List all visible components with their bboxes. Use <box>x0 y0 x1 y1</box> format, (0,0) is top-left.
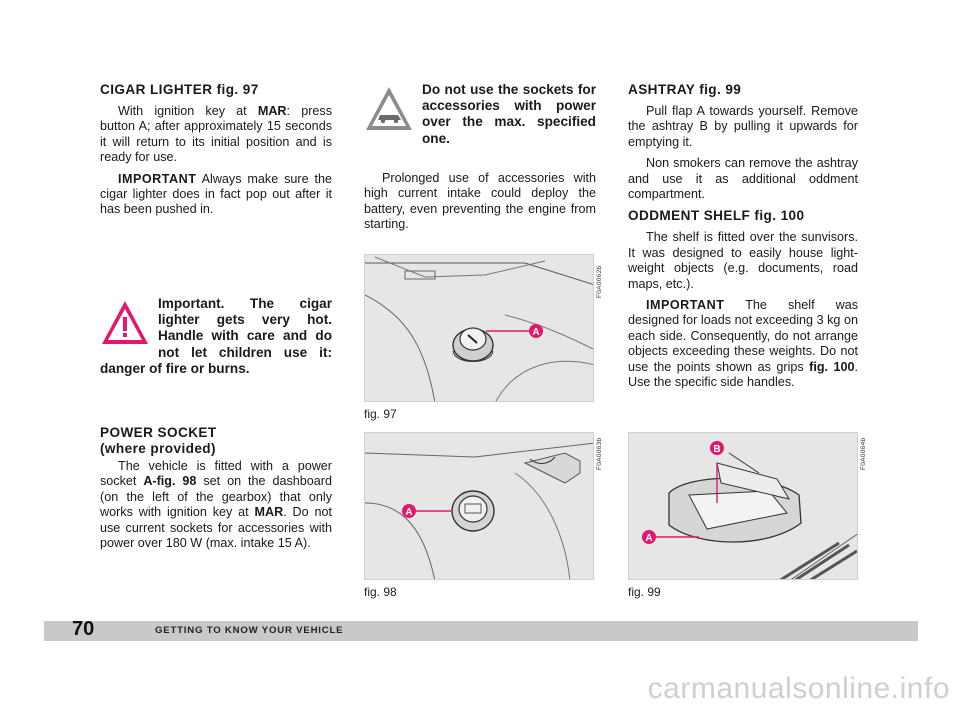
fig99-code: F0A0064b <box>860 437 867 470</box>
warning-triangle-icon <box>100 298 150 348</box>
fig97-caption: fig. 97 <box>364 407 397 421</box>
fig99-label-b: B <box>713 444 721 455</box>
page-number: 70 <box>72 618 95 640</box>
figure-97-image <box>364 254 594 402</box>
right-column <box>628 82 858 397</box>
figure-99-image <box>628 432 858 580</box>
fig98-caption: fig. 98 <box>364 585 397 599</box>
warning-vehicle-icon <box>364 84 414 134</box>
oddment-shelf-p2: IMPORTANT The shelf was designed for loads not exceeding 3 kg on each side. Consequently, do not arrange objects exceeding these weights. Do not use the points shown as grips fig. 100. Use the specific side handles. <box>628 298 858 390</box>
cigar-lighter-p1: With ignition key at MAR: press button A; after approximately 15 seconds it will return to its initial position and is ready for use. <box>100 104 332 165</box>
oddment-shelf-p1: The shelf is fitted over the sunvisors. It was designed to easily house light-weight objects (e.g. documents, road maps, etc.). <box>628 230 858 291</box>
watermark: carmanualsonline.info <box>647 672 950 705</box>
middle-column-text <box>364 171 596 239</box>
prolonged-use-p: Prolonged use of accessories with high current intake could deploy the battery, even preventing the engine from starting. <box>364 171 596 232</box>
left-column <box>100 82 332 224</box>
fig99-label-a: A <box>645 533 653 544</box>
ashtray-p2: Non smokers can remove the ashtray and use it as additional oddment compartment. <box>628 156 858 202</box>
cigar-lighter-p2: IMPORTANT Always make sure the cigar lighter does in fact pop out after it has been pushed in. <box>100 171 332 217</box>
figure-98-image <box>364 432 594 580</box>
fig97-label-a: A <box>532 327 540 338</box>
cigar-lighter-illustration <box>365 255 594 402</box>
ashtray-illustration <box>629 433 858 580</box>
cigar-lighter-title: CIGAR LIGHTER fig. 97 <box>100 82 259 97</box>
oddment-shelf-title: ODDMENT SHELF fig. 100 <box>628 208 805 224</box>
warning-sockets-power: Do not use the sockets for accessories with power over the max. specified one. <box>364 82 596 147</box>
section-title: GETTING TO KNOW YOUR VEHICLE <box>155 625 344 636</box>
warning-cigar-hot: Important. The cigar lighter gets very hot. Handle with care and do not let children use it: danger of fire or burns. <box>100 296 332 376</box>
fig98-label-a: A <box>405 507 413 518</box>
power-socket-title: POWER SOCKET (where provided) <box>100 425 217 456</box>
fig97-code: F0A0062b <box>596 265 603 298</box>
power-socket-p1: The vehicle is fitted with a power socket A-fig. 98 set on the dashboard (on the left of the gearbox) that only works with ignition key at MAR. Do not use current sockets for accessories with power over 180 W (max. intake 15 A). <box>100 459 332 551</box>
ashtray-title: ASHTRAY fig. 99 <box>628 82 742 97</box>
ashtray-p1: Pull flap A towards yourself. Remove the ashtray B by pulling it upwards for emptying it. <box>628 104 858 149</box>
power-socket-illustration <box>365 433 594 580</box>
fig99-caption: fig. 99 <box>628 585 661 599</box>
power-socket-section <box>100 425 332 557</box>
fig98-code: F0A0063b <box>596 437 603 470</box>
